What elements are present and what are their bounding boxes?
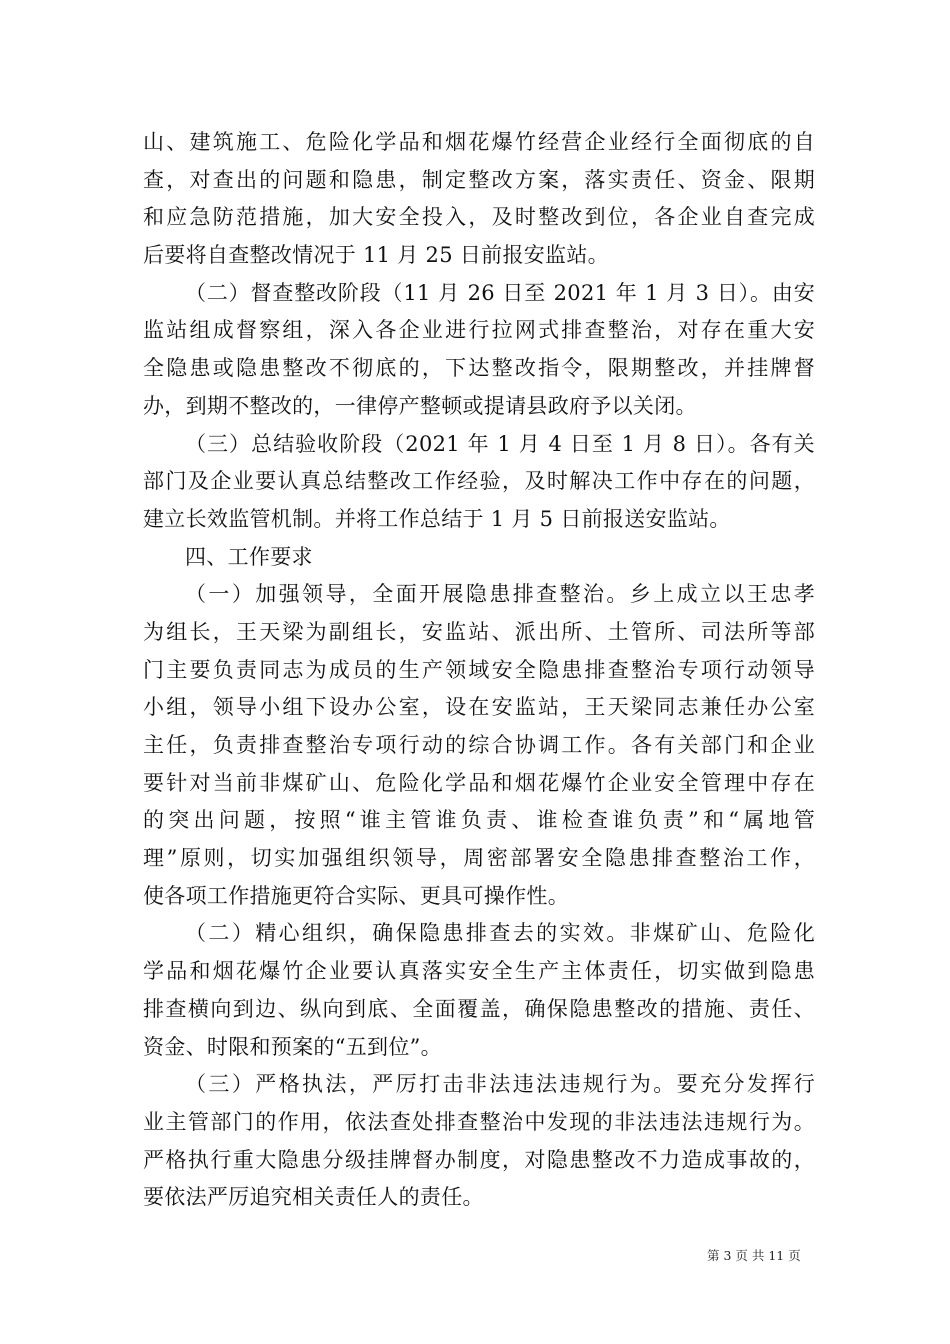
text-line: 部门及企业要认真总结整改工作经验，及时解决工作中存在的问题， [143, 469, 815, 494]
text-line: 办，到期不整改的，一律停产整顿或提请县政府予以关闭。 [143, 393, 697, 418]
text-line: （三）总结验收阶段（2021 年 1 月 4 日至 1 月 8 日）。各有关 [185, 431, 815, 456]
text-line: 业主管部门的作用，依法查处排查整治中发现的非法违法违规行为。 [143, 1109, 815, 1134]
text-line: （三）严格执法，严厉打击非法违法违规行为。要充分发挥行 [185, 1072, 815, 1097]
text-line: 资金、时限和预案的“五到位”。 [143, 1034, 442, 1059]
text-line: 监站组成督察组，深入各企业进行拉网式排查整治，对存在重大安 [143, 318, 815, 343]
text-line: 理”原则，切实加强组织领导，周密部署安全隐患排查整治工作， [143, 846, 815, 871]
document-body [143, 124, 815, 1217]
text-line: 主任，负责排查整治专项行动的综合协调工作。各有关部门和企业 [143, 733, 815, 757]
text-line: 门主要负责同志为成员的生产领域安全隐患排查整治专项行动领导 [143, 657, 815, 682]
text-line: （二）督查整改阶段（11 月 26 日至 2021 年 1 月 3 日）。由安 [185, 280, 815, 305]
text-line: 和应急防范措施，加大安全投入，及时整改到位，各企业自查完成 [143, 205, 815, 230]
text-line: 后要将自查整改情况于 11 月 25 日前报安监站。 [143, 243, 609, 268]
text-line: （一）加强领导，全面开展隐患排查整治。乡上成立以王忠孝 [185, 582, 815, 607]
text-line: 使各项工作措施更符合实际、更具可操作性。 [143, 883, 569, 908]
text-line: 查，对查出的问题和隐患，制定整改方案，落实责任、资金、限期 [143, 167, 815, 192]
text-line: 严格执行重大隐患分级挂牌督办制度，对隐患整改不力造成事故的， [143, 1147, 815, 1172]
text-line: 为组长，王天梁为副组长，安监站、派出所、土管所、司法所等部 [143, 619, 815, 644]
text-line: 山、建筑施工、危险化学品和烟花爆竹经营企业经行全面彻底的自 [143, 130, 815, 154]
text-line: 排查横向到边、纵向到底、全面覆盖，确保隐患整改的措施、责任、 [143, 996, 815, 1021]
text-line: 全隐患或隐患整改不彻底的，下达整改指令，限期整改，并挂牌督 [143, 356, 815, 381]
page-number: 第 3 页 共 11 页 [707, 1248, 801, 1263]
text-line: 建立长效监管机制。并将工作总结于 1 月 5 日前报送安监站。 [143, 506, 731, 531]
text-line: 学品和烟花爆竹企业要认真落实安全生产主体责任，切实做到隐患 [143, 959, 815, 984]
text-line: 的突出问题，按照“谁主管谁负责、谁检查谁负责”和“属地管 [143, 808, 815, 833]
text-line: 要针对当前非煤矿山、危险化学品和烟花爆竹企业安全管理中存在 [143, 770, 815, 795]
text-line: 要依法严厉追究相关责任人的责任。 [143, 1185, 484, 1210]
section-heading: 四、工作要求 [185, 544, 313, 569]
text-line: （二）精心组织，确保隐患排查去的实效。非煤矿山、危险化 [185, 921, 815, 946]
text-line: 小组，领导小组下设办公室，设在安监站，王天梁同志兼任办公室 [143, 695, 815, 720]
